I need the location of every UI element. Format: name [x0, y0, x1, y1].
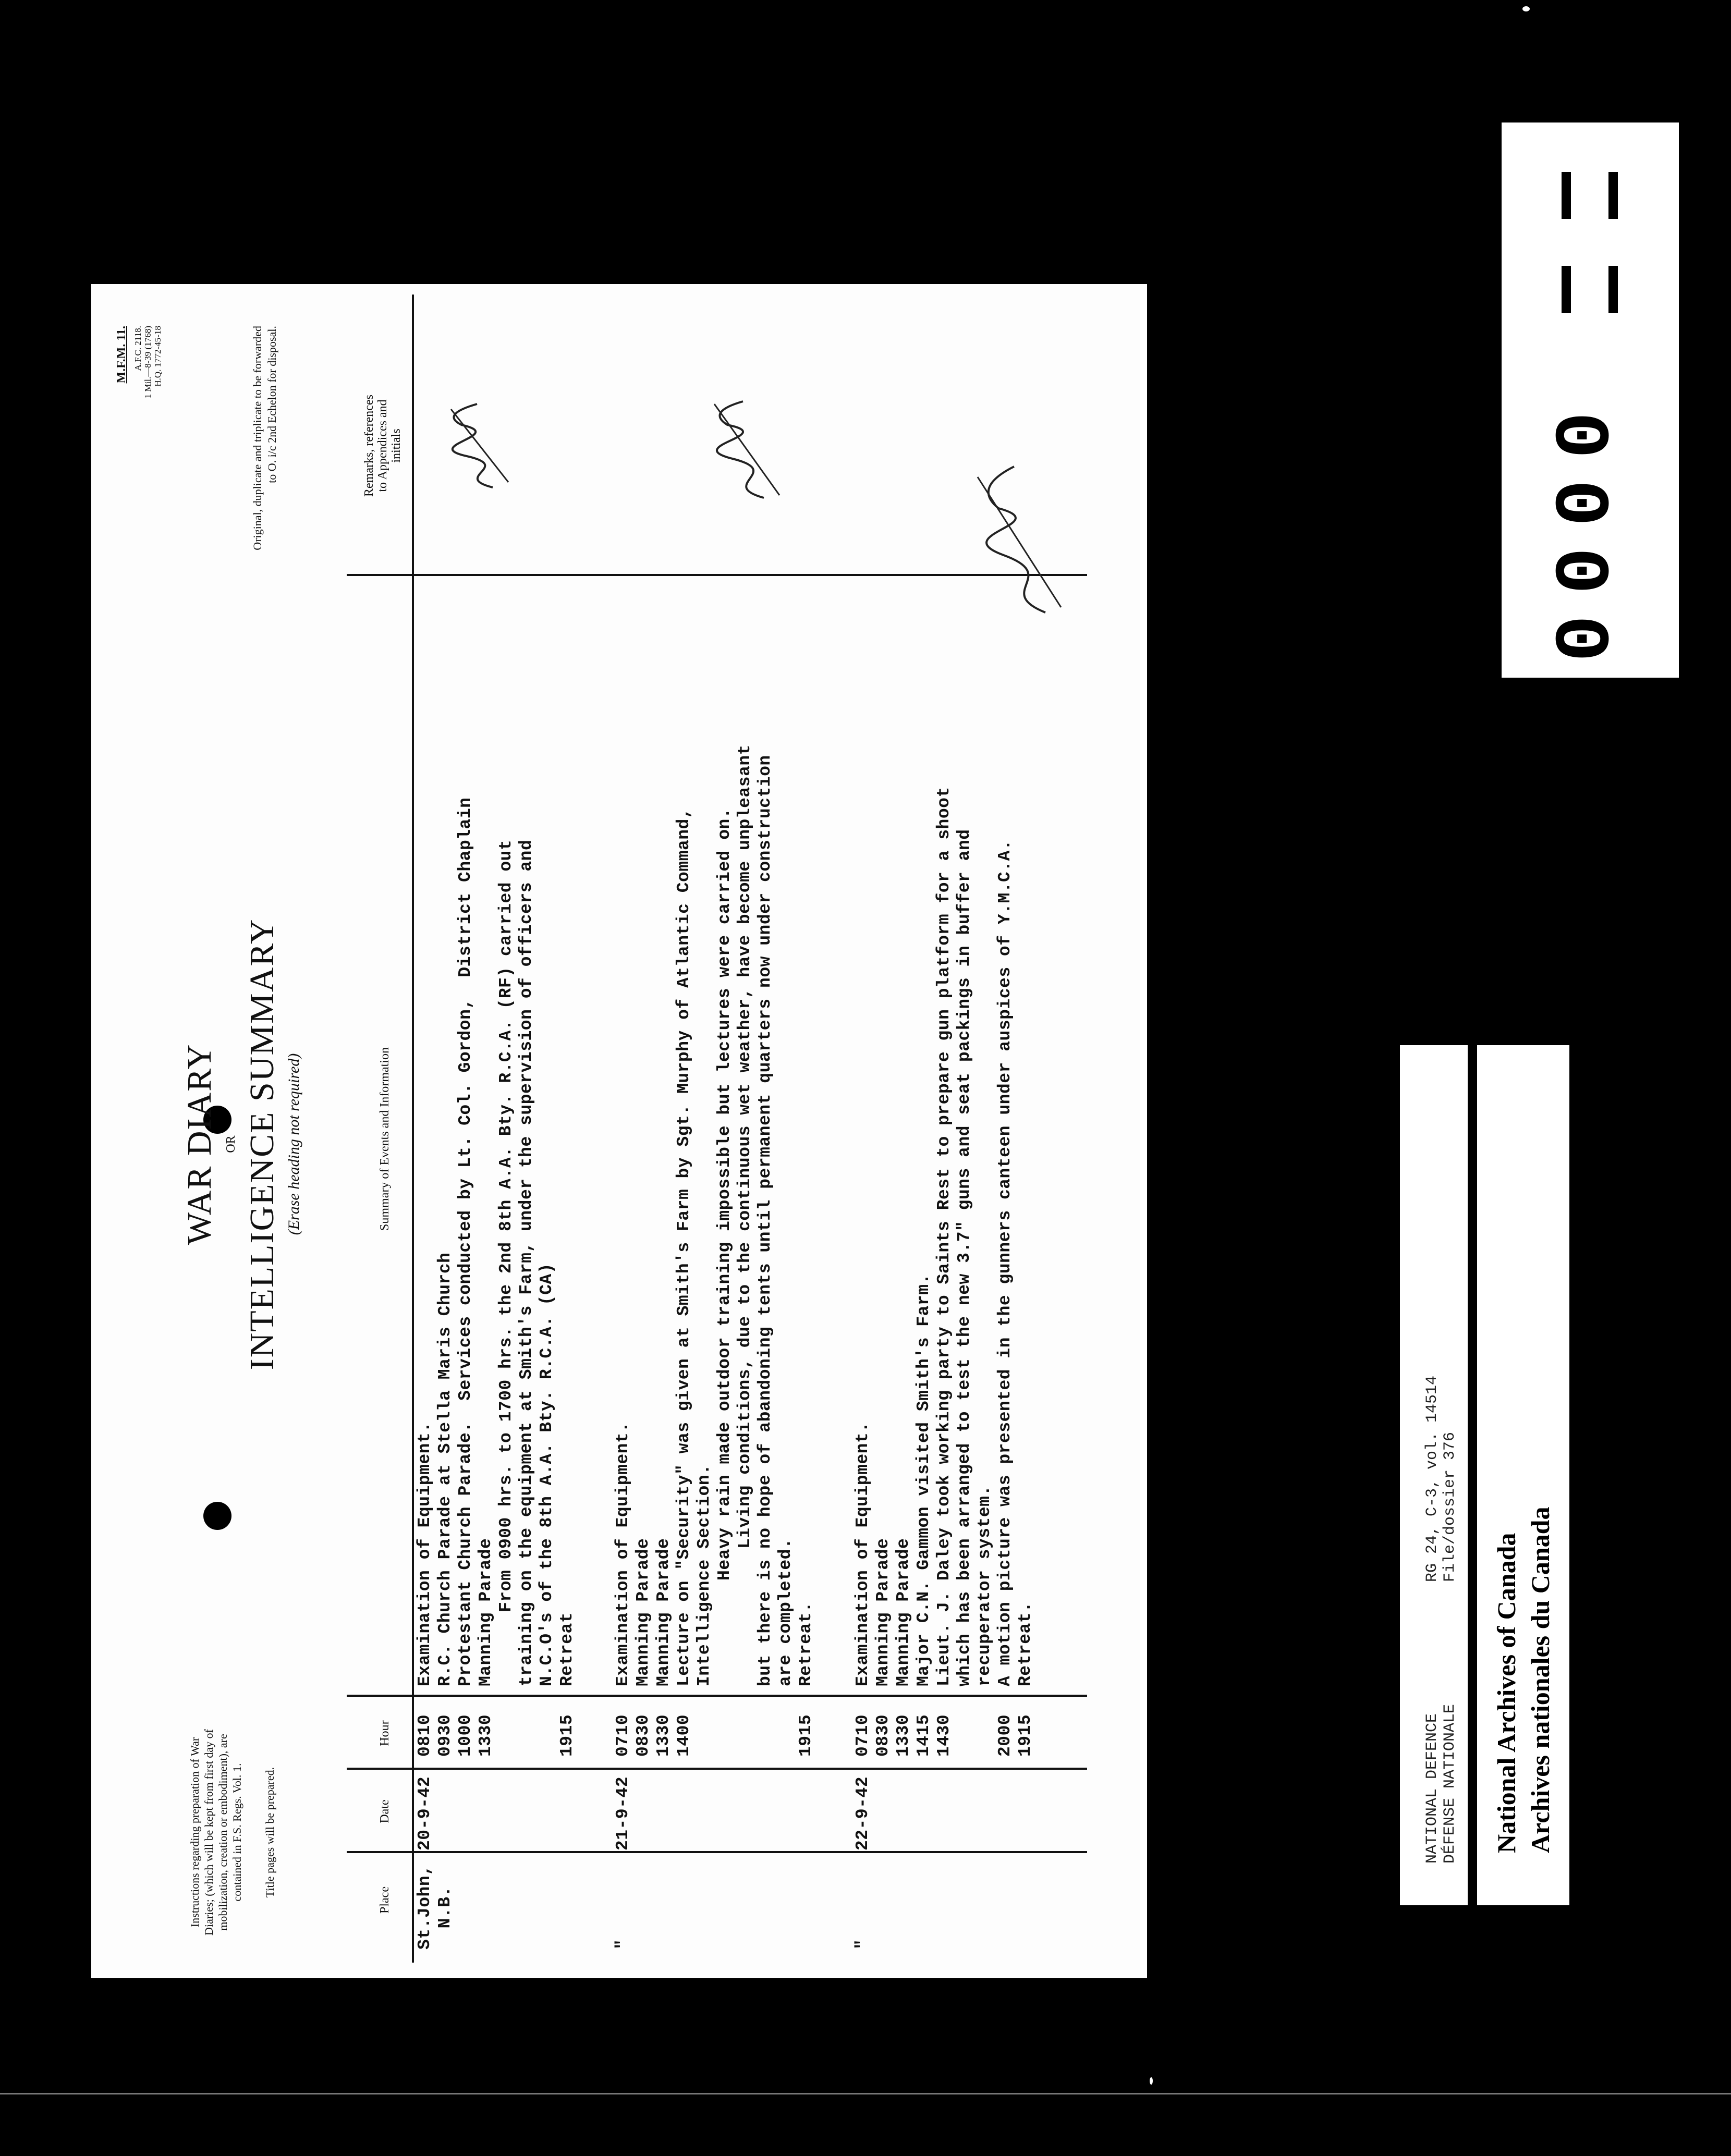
remarks-header-line: to Appendices and	[376, 399, 389, 492]
column-rule	[347, 1851, 1087, 1853]
archive-name-en: National Archives of Canada	[1492, 1533, 1521, 1853]
column-rule	[347, 1768, 1087, 1770]
title-war-diary: WAR DIARY	[180, 1043, 218, 1245]
entry-hours: 0710 0830 1330 1415 1430 2000 1915	[853, 1714, 1035, 1757]
title-intelligence-summary: INTELLIGENCE SUMMARY	[243, 918, 281, 1370]
punch-hole-icon	[203, 1502, 231, 1530]
film-frame-number: 0000	[1543, 390, 1632, 662]
war-diary-form	[91, 284, 1147, 1978]
entry-summary: Examination of Equipment. R.C. Church Parade at Stella Maris Church Protestant Church Parade. Services conducted by Lt. Col. Gordon, District Chaplain Manning Parade From 0900 hrs. to 1700 hrs. the 2nd 8th A.A. Bty. R.C.A. (RF) carried out training on the equipment at Smith's Farm, under the supervision of officers and N.C.O's of the 8th A.A. Bty. R.C.A. (CA) Retreat	[415, 797, 577, 1686]
archive-reference-line: File/dossier 376	[1441, 1431, 1459, 1582]
archive-reference	[1423, 1376, 1459, 1582]
instructions-text: Instructions regarding preparation of War Diaries; (which will be kept from first day of mobilization, creation or embodiment), are contained in F.S. Regs. Vol. 1.	[188, 1729, 243, 1936]
form-reference-line: H.Q. 1772-45-18	[153, 326, 163, 387]
column-header-summary: Summary of Events and Information	[378, 1047, 392, 1231]
film-frame-dash	[1562, 172, 1571, 219]
column-header-remarks	[362, 321, 403, 571]
forward-note	[250, 326, 279, 753]
scan-speck	[1522, 6, 1530, 11]
scan-bottom-edge	[0, 2093, 1731, 2094]
war-diary-form-content	[91, 284, 1147, 1978]
column-header-date: Date	[378, 1799, 392, 1823]
column-header-hour: Hour	[378, 1720, 392, 1746]
entry-hours: 0710 0830 1330 1400 1915	[613, 1714, 815, 1757]
archive-name-fr: Archives nationales du Canada	[1526, 1506, 1555, 1853]
form-reference	[133, 326, 163, 545]
archive-department	[1423, 1704, 1459, 1864]
handwritten-initials-signature	[691, 394, 795, 508]
entry-place: St.John, N.B.	[415, 1865, 455, 1950]
film-frame-dash	[1608, 266, 1618, 313]
column-header-place: Place	[378, 1886, 392, 1914]
handwritten-initials-signature	[430, 394, 524, 498]
archive-label-content	[1400, 1045, 1569, 1905]
column-rule	[347, 1695, 1087, 1697]
entry-date: 21-9-42	[613, 1776, 632, 1851]
forward-note-line: Original, duplicate and triplicate to be forwarded	[251, 326, 264, 550]
header-rule	[412, 295, 414, 1963]
remarks-header-line: initials	[389, 428, 403, 463]
entry-hours: 0810 0930 1000 1330 1915	[415, 1714, 577, 1757]
archive-department-en: NATIONAL DEFENCE	[1423, 1713, 1441, 1864]
scan-speck	[1150, 2077, 1153, 2085]
remarks-header-line: Remarks, references	[362, 395, 376, 497]
film-frame-strip	[1502, 123, 1679, 678]
entry-summary: Examination of Equipment. Manning Parade Manning Parade Major C.N. Gammon visited Smith's Farm. Lieut. J. Daley took working party to Saints Rest to prepare gun platform for a shoot which has been arranged to test the new 3.7" guns and seat packings in buffer and recuperator system. A motion picture was presented in the gunners canteen under auspices of Y.M.C.A. Retreat.	[853, 787, 1035, 1686]
archive-label	[1400, 1045, 1569, 1905]
forward-note-line: to O. i/c 2nd Echelon for disposal.	[265, 326, 278, 483]
archive-reference-line: RG 24, C-3, vol. 14514	[1423, 1375, 1441, 1582]
film-frame-dash	[1608, 172, 1618, 219]
title-or: OR	[224, 1135, 238, 1153]
handwritten-initials-signature	[957, 456, 1077, 623]
form-reference-line: A.F.C. 2118.	[133, 326, 143, 371]
archive-department-fr: DÉFENSE NATIONALE	[1441, 1704, 1459, 1864]
entry-date: 20-9-42	[415, 1776, 434, 1851]
entry-place: "	[853, 1939, 872, 1950]
title-subnote: (Erase heading not required)	[285, 1053, 302, 1235]
title-pages-note: Title pages will be prepared.	[263, 1767, 276, 1898]
archive-name-panel	[1476, 1045, 1569, 1905]
entry-date: 22-9-42	[853, 1776, 872, 1851]
film-frame-content	[1502, 123, 1679, 678]
form-number: M.F.M. 11.	[115, 326, 128, 384]
entry-place: "	[613, 1939, 632, 1950]
entry-summary: Examination of Equipment. Manning Parade Manning Parade Lecture on "Security" was given at Smith's Farm by Sgt. Murphy of Atlantic Command, Intelligence Section. Heavy rain made outdoor training impossible but lectures were carried on. Living conditions, due to the continuous wet weather, have become unpleasant but there is no hope of abandoning tents until permanent quarters now under construction are completed. Retreat.	[613, 744, 815, 1686]
form-reference-line: 1 Mil.—8-39 (1768)	[143, 326, 153, 399]
film-frame-dash	[1562, 266, 1571, 313]
